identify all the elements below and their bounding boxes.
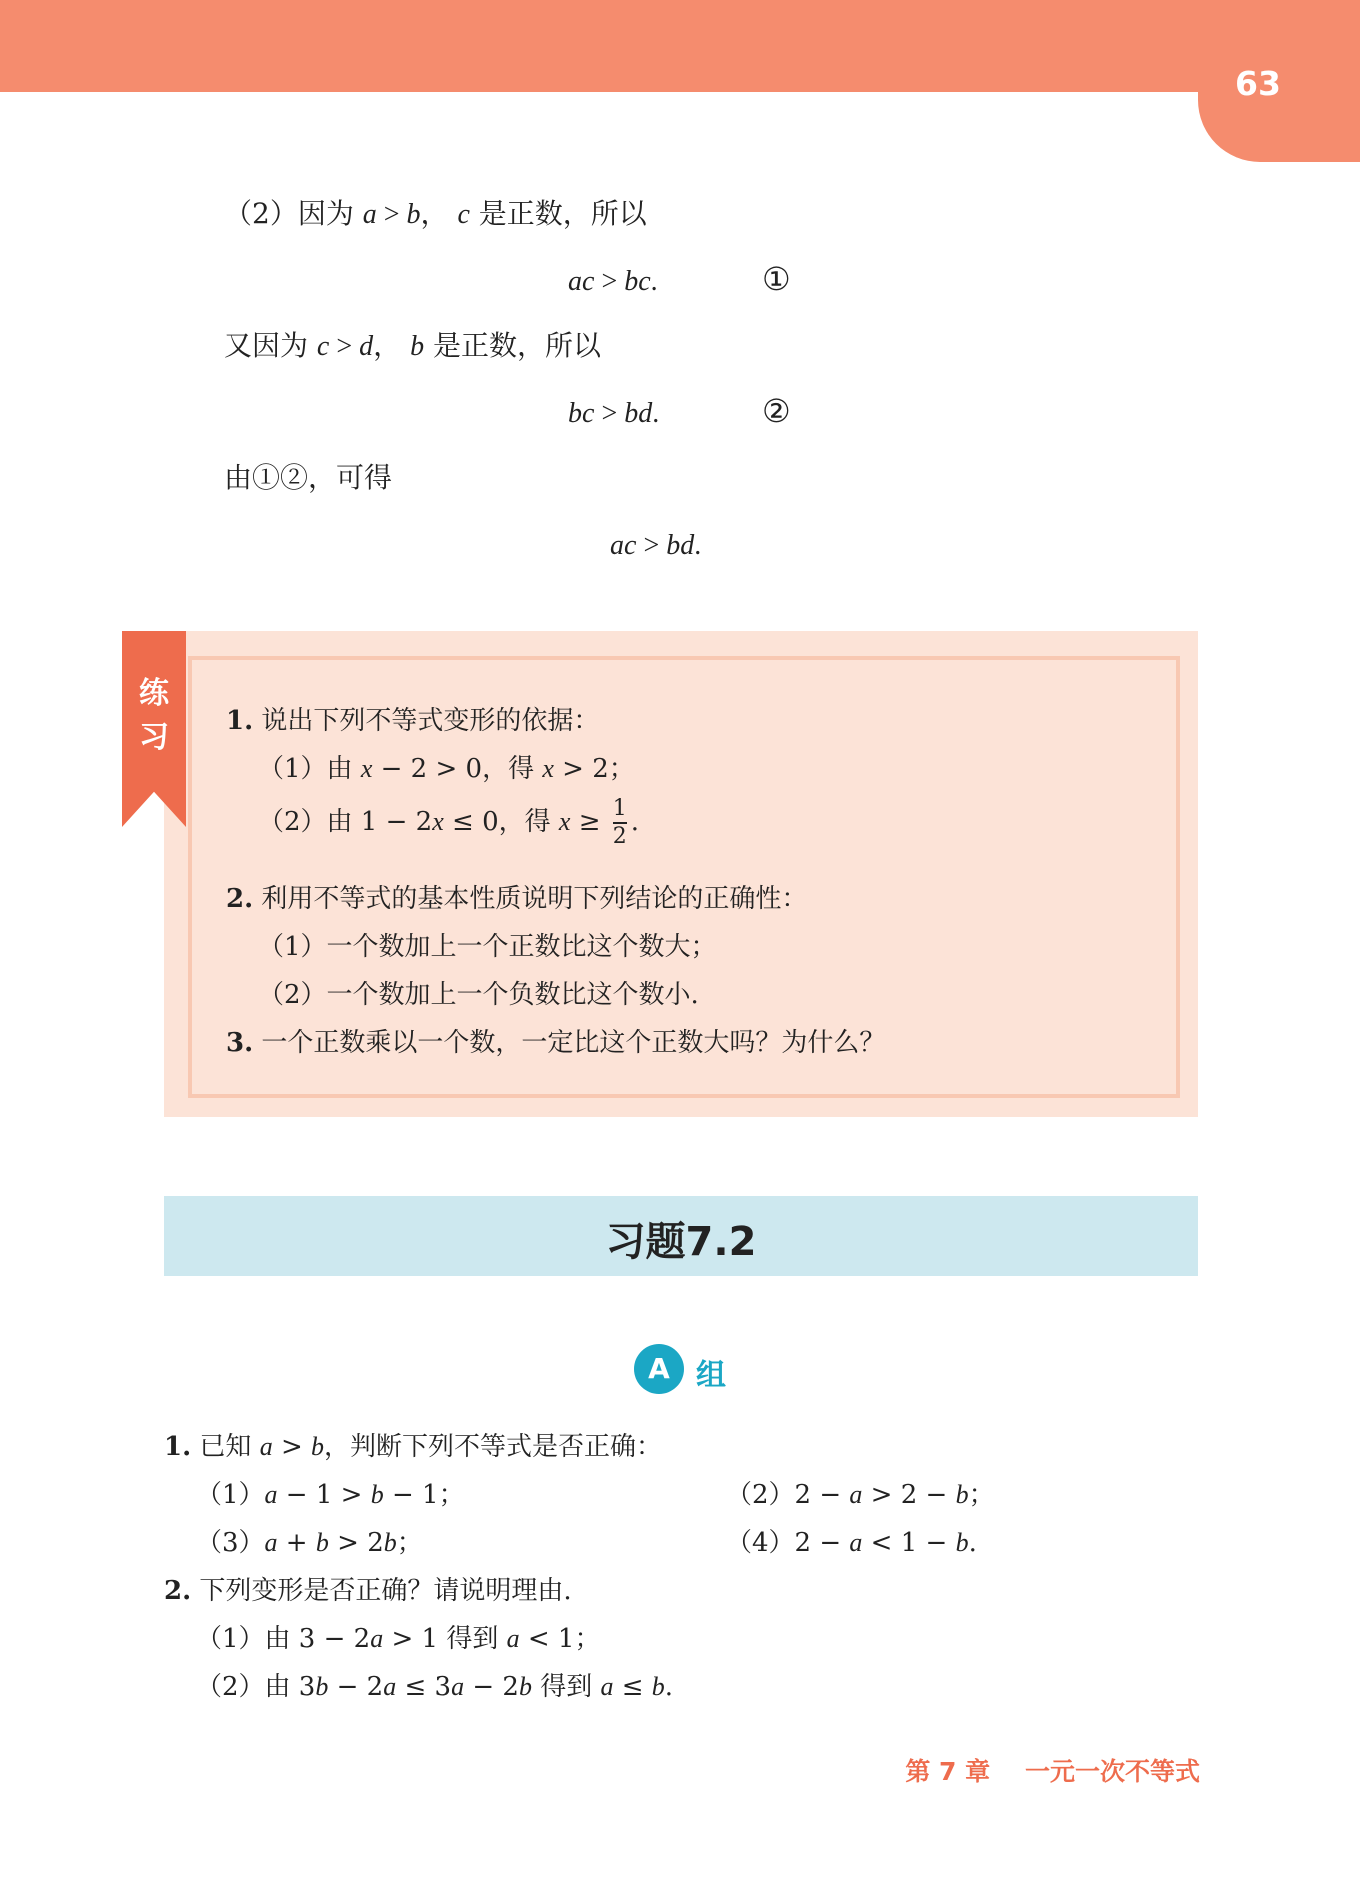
proof-line-1: （2）因为 a > b， c 是正数，所以: [224, 197, 647, 230]
equation-3: ac > bd.: [610, 530, 702, 561]
practice-q2-2: （2）一个数加上一个负数比这个数小.: [258, 980, 699, 1010]
chapter-number: 第 7 章: [905, 1757, 991, 1786]
exercise-q1-1: （1）a − 1 > b − 1；: [196, 1480, 465, 1510]
practice-q1-2: （2）由 1 − 2x ≤ 0，得 x ≥ $\frac{1}{2}$ .: [258, 796, 640, 849]
practice-q1: 1. 说出下列不等式变形的依据：: [226, 706, 600, 736]
chapter-title: 一元一次不等式: [1024, 1757, 1200, 1786]
chapter-footer: [900, 1752, 1200, 1788]
group-a-badge: A: [634, 1344, 684, 1394]
page-number: 63: [1235, 64, 1281, 103]
header-band: [0, 0, 1360, 92]
equation-2: bc > bd.: [568, 398, 660, 429]
proof-line-3: 由①②，可得: [224, 461, 393, 494]
practice-q2: 2. 利用不等式的基本性质说明下列结论的正确性：: [226, 884, 808, 914]
equation-2-marker: ②: [762, 392, 791, 430]
proof-line-2: 又因为 c > d， b 是正数，所以: [224, 329, 601, 362]
exercise-q2-1: （1）由 3 − 2a > 1 得到 a < 1；: [196, 1624, 601, 1654]
practice-q3: 3. 一个正数乘以一个数，一定比这个正数大吗？为什么？: [226, 1028, 886, 1058]
exercise-q1-2: （2）2 − a > 2 − b；: [726, 1480, 995, 1510]
practice-q1-1: （1）由 x − 2 > 0，得 x > 2；: [258, 754, 635, 784]
exercise-q2: 2. 下列变形是否正确？请说明理由.: [164, 1576, 572, 1606]
exercise-title: 习题7.2: [605, 1219, 757, 1265]
fraction-one-half: $\frac{1}{2}$: [612, 796, 627, 849]
equation-1-marker: ①: [762, 260, 791, 298]
exercise-q1: 1. 已知 a > b，判断下列不等式是否正确：: [164, 1432, 663, 1462]
exercise-q2-2: （2）由 3b − 2a ≤ 3a − 2b 得到 a ≤ b.: [196, 1672, 674, 1702]
practice-ribbon-label: 练 习: [139, 676, 169, 755]
group-label: 组: [696, 1358, 726, 1393]
exercise-q1-4: （4）2 − a < 1 − b.: [726, 1528, 977, 1558]
exercise-q1-3: （3）a + b > 2b；: [196, 1528, 423, 1558]
equation-1: ac > bc.: [568, 266, 658, 297]
practice-q2-1: （1）一个数加上一个正数比这个数大；: [258, 932, 717, 962]
